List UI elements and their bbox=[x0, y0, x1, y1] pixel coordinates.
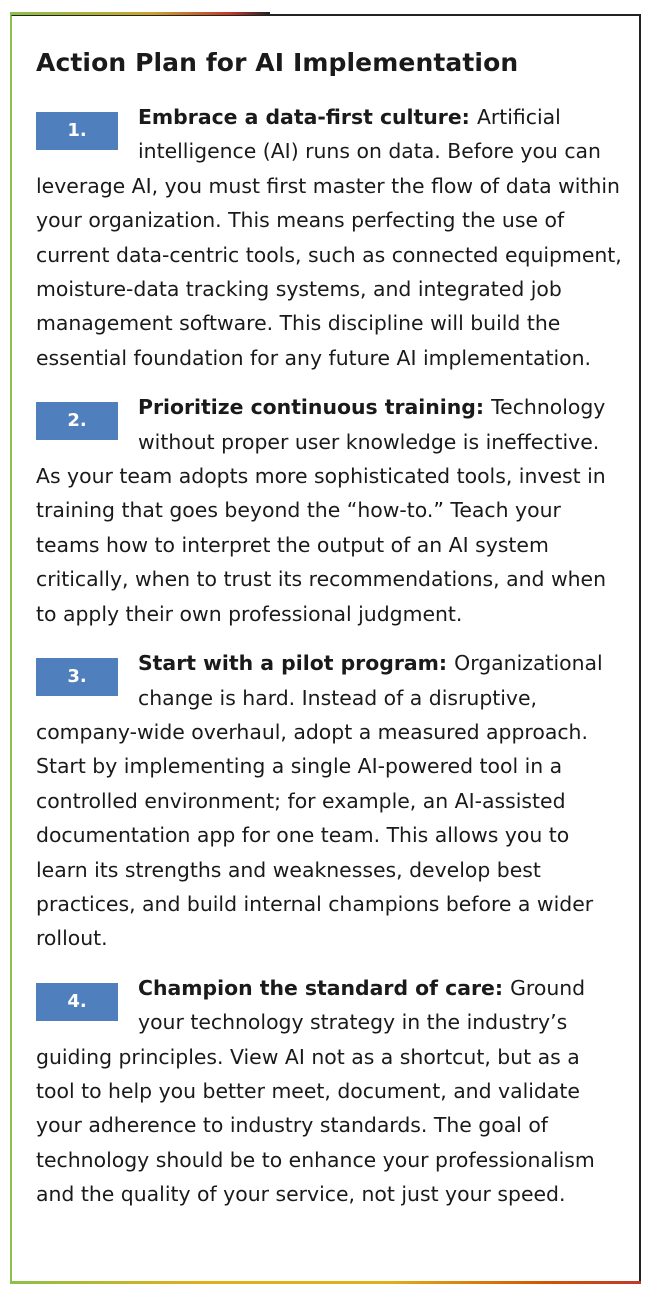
item-number-badge: 1. bbox=[36, 112, 118, 150]
item-heading: Start with a pilot program: bbox=[138, 651, 455, 676]
action-item-2 bbox=[26, 390, 622, 631]
action-item-1 bbox=[26, 100, 622, 375]
item-heading: Prioritize continuous training: bbox=[138, 395, 492, 420]
action-item-4 bbox=[26, 971, 622, 1212]
item-body: Organizational change is hard. Instead of a disruptive, company-wide overhaul, adopt a measured approach. Start by implementing a single AI-powered tool in a controlled environment; for example, an AI-assisted documentation app for one team. This allows you to learn its strengths and weaknesses, develop best practices, and build internal champions before a wider rollout. bbox=[36, 651, 603, 951]
item-number-badge: 2. bbox=[36, 402, 118, 440]
item-body: Artificial intelligence (AI) runs on data. Before you can leverage AI, you must first master the flow of data within your organization. This means perfecting the use of current data-centric tools, such as connected equipment, moisture-data tracking systems, and integrated job management software. This discipline will build the essential foundation for any future AI implementation. bbox=[36, 105, 622, 370]
item-number-badge: 4. bbox=[36, 983, 118, 1021]
item-number-badge: 3. bbox=[36, 658, 118, 696]
item-body: Technology without proper user knowledge is ineffective. As your team adopts more sophisticated tools, invest in training that goes beyond the “how-to.” Teach your teams how to interpret the output of an AI system critically, when to trust its recommendations, and when to apply their own professional judgment. bbox=[36, 395, 607, 626]
item-heading: Embrace a data-first culture: bbox=[138, 105, 477, 129]
bottom-accent-line bbox=[10, 1281, 641, 1284]
action-item-3 bbox=[26, 646, 622, 956]
sidebar-title: Action Plan for AI Implementation bbox=[36, 48, 519, 77]
top-accent-line bbox=[10, 12, 270, 15]
item-heading: Champion the standard of care: bbox=[138, 975, 511, 1000]
sidebar-content bbox=[26, 46, 622, 1227]
item-body: Ground your technology strategy in the industry’s guiding principles. View AI not as a shortcut, but as a tool to help you better meet, document, and validate your adherence to industry standards. The goal of technology should be to enhance your professionalism and the quality of your service, not just your speed. bbox=[36, 975, 595, 1207]
